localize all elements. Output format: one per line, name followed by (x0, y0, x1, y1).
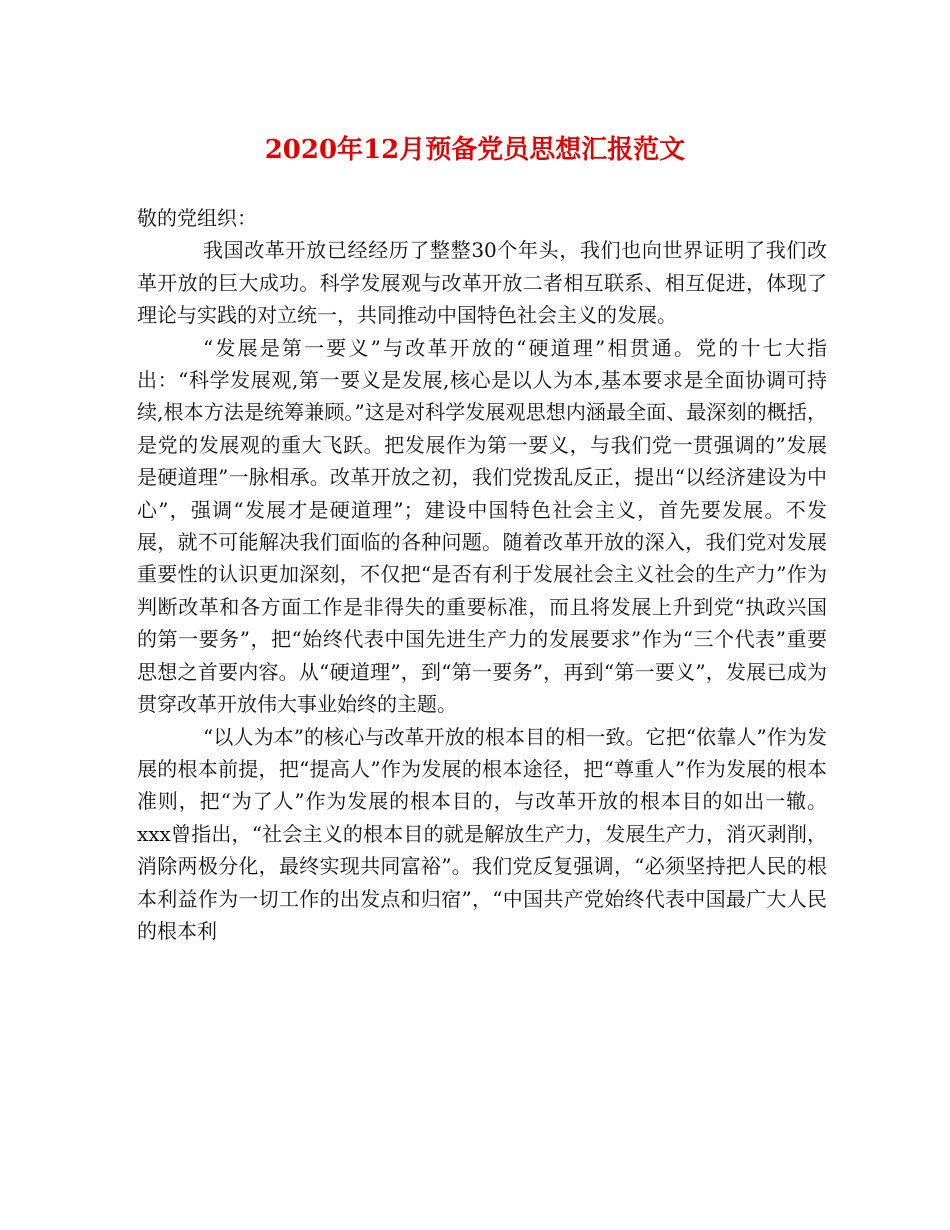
paragraph-1: 我国改革开放已经经历了整整30个年头，我们也向世界证明了我们改革开放的巨大成功。科学发展观与改革开放二者相互联系、相互促进，体现了理论与实践的对立统一，共同推动中国特色社会主义的发展。 (137, 238, 827, 328)
page-title: 2020年12月预备党员思想汇报范文 (264, 135, 686, 165)
document-body (137, 202, 827, 947)
paragraph-2: “发展是第一要义”与改革开放的“硬道理”相贯通。党的十七大指出：“科学发展观,第一要义是发展,核心是以人为本,基本要求是全面协调可持续,根本方法是统筹兼顾。”这是对科学发展观思想内涵最全面、最深刻的概括，是党的发展观的重大飞跃。把发展作为第一要义，与我们党一贯强调的”发展是硬道理”一脉相承。改革开放之初，我们党拨乱反正，提出“以经济建设为中心”，强调“发展才是硬道理”；建设中国特色社会主义，首先要发展。不发展，就不可能解决我们面临的各种问题。随着改革开放的深入，我们党对发展重要性的认识更加深刻，不仅把“是否有利于发展社会主义社会的生产力”作为判断改革和各方面工作是非得失的重要标准，而且将发展上升到党“执政兴国的第一要务”，把“始终代表中国先进生产力的发展要求”作为“三个代表”重要思想之首要内容。从“硬道理”，到“第一要务”，再到“第一要义”，发展已成为贯穿改革开放伟大事业始终的主题。 (137, 335, 827, 717)
paragraph-3: “以人为本”的核心与改革开放的根本目的相一致。它把“依靠人”作为发展的根本前提，把“提高人”作为发展的根本途径，把“尊重人”作为发展的根本准则，把“为了人”作为发展的根本目的，与改革开放的根本目的如出一辙。xxx曾指出，“社会主义的根本目的就是解放生产力，发展生产力，消灭剥削，消除两极分化，最终实现共同富裕”。我们党反复强调，“必须坚持把人民的根本利益作为一切工作的出发点和归宿”，“中国共产党始终代表中国最广大人民的根本利 (137, 724, 827, 943)
salutation: 敬的党组织： (137, 206, 257, 230)
